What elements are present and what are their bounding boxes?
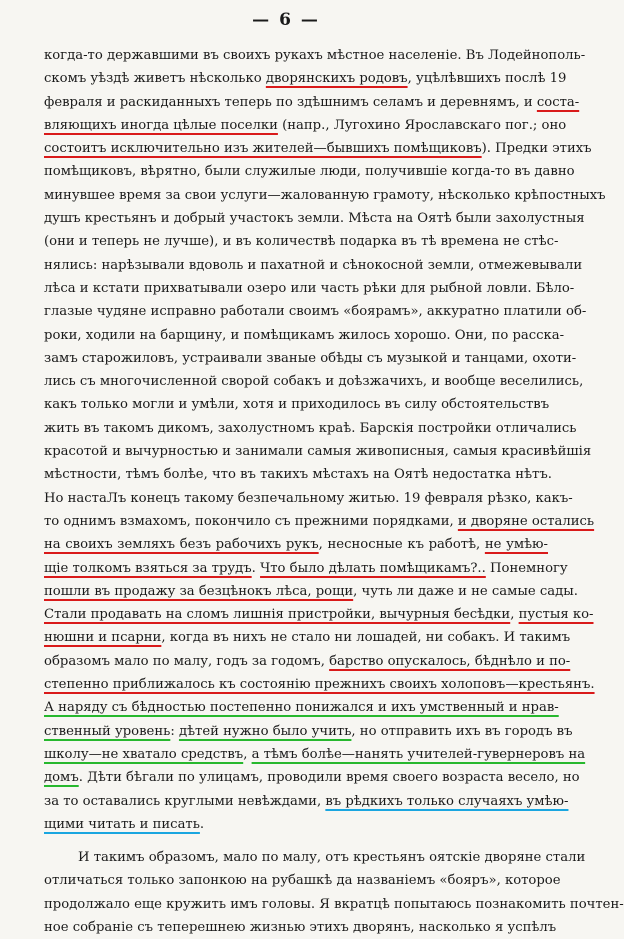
text-line xyxy=(44,393,548,416)
underlined-phrase-red: пошли въ продажу за безцѣнокъ лѣса, рощи xyxy=(44,583,354,599)
text-line xyxy=(44,790,569,813)
text-line xyxy=(44,463,552,486)
text-line xyxy=(44,557,568,580)
text-run: Понемногу xyxy=(485,560,568,576)
text-line xyxy=(44,300,587,323)
underlined-phrase-red: нюшни и псарни xyxy=(44,630,162,646)
text-line xyxy=(44,160,575,183)
text-run: февраля и раскиданныхъ теперь по здѣшнимъ селамъ и деревнямъ, и xyxy=(44,94,537,110)
text-run: И такимъ образомъ, мало по малу, отъ крестьянъ оятскіе дворяне стали xyxy=(78,850,586,866)
underlined-phrase-red: вляющихъ иногда цѣлые поселки xyxy=(44,117,278,133)
text-run: , xyxy=(243,746,252,762)
text-run: (напр., Лугохино Ярославскаго пог.; оно xyxy=(277,117,567,133)
underlined-phrase-green: школу—не хватало средствъ xyxy=(44,746,244,762)
underlined-phrase-red: Что было дѣлать помѣщикамъ?.. xyxy=(260,560,486,576)
underlined-phrase-red: степенно приближалось къ состоянію прежнихъ своихъ холоповъ—крестьянъ. xyxy=(44,677,595,693)
underlined-phrase-green: ственный уровень xyxy=(44,723,171,739)
text-run: , уцѣлѣвшихъ послѣ 19 xyxy=(407,71,567,87)
text-line xyxy=(44,347,577,370)
text-run: за то оставались круглыми невѣждами, xyxy=(44,793,326,809)
text-run: то однимъ взмахомъ, покончило съ прежними порядками, xyxy=(44,513,458,529)
text-run: образомъ мало по малу, годъ за годомъ, xyxy=(44,653,330,669)
text-run: лѣса и кстати прихватывали озеро или часть рѣки для рыбной ловли. Бѣло- xyxy=(44,280,575,296)
underlined-phrase-red: Стали продавать на сломъ лишнія пристройки, вычурныя бесѣдки xyxy=(44,607,511,623)
text-line xyxy=(44,869,561,892)
text-line xyxy=(44,580,578,603)
text-line xyxy=(44,650,571,673)
text-line xyxy=(44,207,585,230)
text-line xyxy=(44,893,624,916)
text-run: ное собраніе съ теперешнею жизнью этихъ дворянъ, насколько я успѣлъ xyxy=(44,919,557,935)
text-run: , несносные къ работѣ, xyxy=(318,537,485,553)
text-line xyxy=(44,230,559,253)
text-line xyxy=(44,277,575,300)
text-line xyxy=(44,417,577,440)
text-line xyxy=(44,44,586,67)
text-run: какъ только могли и умѣли, хотя и приходилось въ силу обстоятельствъ xyxy=(44,397,550,413)
underlined-phrase-blue: щими читать и писать xyxy=(44,816,200,832)
text-line xyxy=(44,696,559,719)
underlined-phrase-green: домъ xyxy=(44,770,79,786)
text-run: минувшее время за свои услуги—жалованную грамоту, нѣсколько крѣпостныхъ xyxy=(44,187,606,203)
text-line xyxy=(44,720,573,743)
text-run: отличаться только запонкою на рубашкѣ да названіемъ «бояръ», которое xyxy=(44,873,561,889)
paragraph xyxy=(44,44,606,836)
underlined-phrase-green: дѣтей нужно было учить xyxy=(178,723,352,739)
text-line xyxy=(44,67,567,90)
underlined-phrase-green: а тѣмъ болѣе—нанять учителей-гувернеровъ на xyxy=(251,746,586,762)
underlined-phrase-red: барство опускалось, бѣднѣло и по- xyxy=(329,653,571,669)
text-run: продолжало еще кружить имъ головы. Я вкратцѣ попытаюсь познакомить почтен- xyxy=(44,896,624,912)
text-run: : xyxy=(170,723,179,739)
underlined-phrase-red: на своихъ земляхъ безъ рабочихъ рукъ xyxy=(44,537,319,553)
text-run: роки, ходили на барщину, и помѣщикамъ жилось хорошо. Они, по расска- xyxy=(44,327,565,343)
text-run: , xyxy=(510,607,519,623)
underlined-phrase-red: пустыя ко- xyxy=(518,607,594,623)
text-line xyxy=(44,114,567,137)
text-run: мѣстности, тѣмъ болѣе, что въ такихъ мѣстахъ на Оятѣ недостатка нѣтъ. xyxy=(44,467,552,483)
text-line xyxy=(44,766,580,789)
underlined-phrase-red: дворянскихъ родовъ xyxy=(265,71,408,87)
text-line xyxy=(44,91,580,114)
text-line xyxy=(44,533,548,556)
text-line xyxy=(44,813,548,836)
text-run: ). Предки этихъ xyxy=(481,141,592,157)
text-run: нялись: нарѣзывали вдоволь и пахатной и сѣнокосной земли, отмежевывали xyxy=(44,257,583,273)
underlined-phrase-red: соста- xyxy=(536,94,580,110)
text-line xyxy=(44,846,586,869)
text-line xyxy=(44,626,571,649)
text-run: . xyxy=(199,816,205,832)
text-run: , когда въ нихъ не стало ни лошадей, ни собакъ. И такимъ xyxy=(161,630,571,646)
underlined-phrase-blue: въ рѣдкихъ только случаяхъ умѣю- xyxy=(325,793,569,809)
text-run: замъ старожиловъ, устраивали званые обѣды съ музыкой и танцами, охоти- xyxy=(44,350,577,366)
text-line xyxy=(44,254,583,277)
underlined-phrase-red: щіе толкомъ взяться за трудъ xyxy=(44,560,252,576)
text-run: , чуть ли даже и не самые сады. xyxy=(353,583,578,599)
text-run: . Дѣти бѣгали по улицамъ, проводили время своего возраста весело, но xyxy=(78,770,580,786)
text-line xyxy=(44,440,592,463)
text-line xyxy=(44,916,557,939)
text-run: скомъ уѣздѣ живетъ нѣсколько xyxy=(44,71,266,87)
text-run: . xyxy=(251,560,261,576)
page-number: — 6 — xyxy=(252,10,320,30)
text-line xyxy=(44,324,565,347)
text-run: жить въ такомъ дикомъ, захолустномъ краѣ. Барскія постройки отличались xyxy=(44,420,577,436)
text-line xyxy=(44,673,595,696)
paragraph xyxy=(44,846,624,939)
text-line xyxy=(44,510,595,533)
underlined-phrase-red: и дворяне остались xyxy=(457,513,595,529)
text-run: лись съ многочисленной сворой собакъ и доѣзжачихъ, и вообще веселились, xyxy=(44,374,584,390)
text-run: (они и теперь не лучше), и въ количествѣ подарка въ тѣ времена не стѣс- xyxy=(44,234,559,250)
text-line xyxy=(44,603,594,626)
underlined-phrase-green: А наряду съ бѣдностью постепенно понижался и ихъ умственный и нрав- xyxy=(44,700,559,716)
text-run: , но отправить ихъ въ городъ въ xyxy=(351,723,573,739)
text-run: глазые чудяне исправно работали своимъ «боярамъ», аккуратно платили об- xyxy=(44,304,587,320)
underlined-phrase-red: не умѣю- xyxy=(484,537,548,553)
body-text xyxy=(44,44,624,939)
text-run: помѣщиковъ, вѣрятно, были служилые люди, получившіе когда-то въ давно xyxy=(44,164,575,180)
text-line xyxy=(44,487,573,510)
text-run: красотой и вычурностью и занимали самыя живописныя, самыя красивѣйшія xyxy=(44,444,592,460)
text-line xyxy=(44,184,606,207)
text-line xyxy=(44,370,584,393)
text-run: Но настаЛъ конецъ такому безпечальному житью. 19 февраля рѣзко, какъ- xyxy=(44,490,573,506)
underlined-phrase-red: состоитъ исключительно изъ жителей—бывшихъ помѣщиковъ xyxy=(44,141,482,157)
text-line xyxy=(44,743,586,766)
text-run: когда-то державшими въ своихъ рукахъ мѣстное населеніе. Въ Лодейнополь- xyxy=(44,48,586,63)
text-run: душъ крестьянъ и добрый участокъ земли. Мѣста на Оятѣ были захолустныя xyxy=(44,211,585,227)
text-line xyxy=(44,137,592,160)
